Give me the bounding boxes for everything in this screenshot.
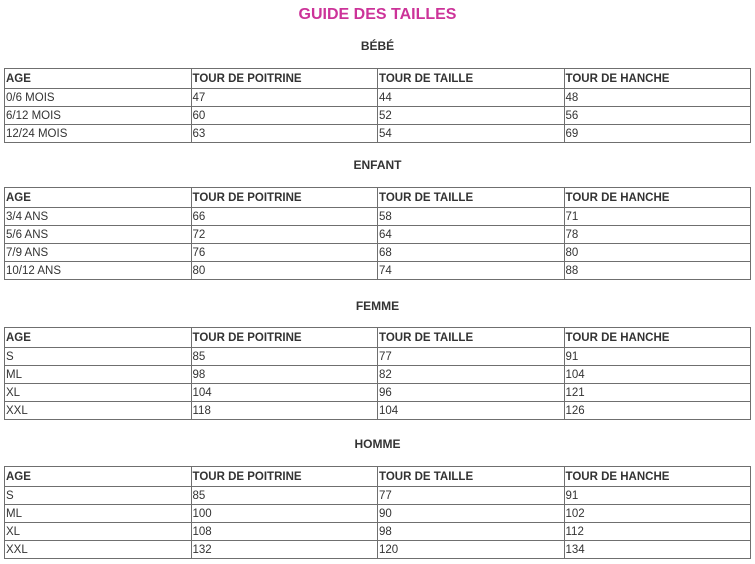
cell-tour-de-hanche: 56 xyxy=(564,107,751,125)
table-header-row xyxy=(5,328,751,348)
header-age: AGE xyxy=(5,69,192,89)
header-tour-de-poitrine: TOUR DE POITRINE xyxy=(191,328,378,348)
table-row xyxy=(5,541,751,559)
cell-tour-de-taille: 90 xyxy=(378,505,565,523)
cell-tour-de-taille: 77 xyxy=(378,348,565,366)
cell-age: 12/24 MOIS xyxy=(5,125,192,143)
section-title-femme: FEMME xyxy=(355,299,400,313)
cell-tour-de-poitrine: 100 xyxy=(191,505,378,523)
table-row xyxy=(5,348,751,366)
table-header-row xyxy=(5,188,751,208)
table-row xyxy=(5,125,751,143)
cell-tour-de-poitrine: 47 xyxy=(191,89,378,107)
cell-tour-de-poitrine: 85 xyxy=(191,348,378,366)
cell-tour-de-poitrine: 85 xyxy=(191,487,378,505)
cell-tour-de-poitrine: 118 xyxy=(191,402,378,420)
cell-tour-de-hanche: 91 xyxy=(564,487,751,505)
cell-age: S xyxy=(5,348,192,366)
cell-tour-de-taille: 64 xyxy=(378,226,565,244)
cell-tour-de-poitrine: 63 xyxy=(191,125,378,143)
table-row xyxy=(5,523,751,541)
cell-age: XL xyxy=(5,384,192,402)
cell-tour-de-taille: 74 xyxy=(378,262,565,280)
cell-age: 5/6 ANS xyxy=(5,226,192,244)
header-tour-de-taille: TOUR DE TAILLE xyxy=(378,467,565,487)
cell-age: 10/12 ANS xyxy=(5,262,192,280)
cell-tour-de-hanche: 102 xyxy=(564,505,751,523)
section-title-homme: HOMME xyxy=(354,437,401,451)
cell-tour-de-poitrine: 72 xyxy=(191,226,378,244)
cell-tour-de-poitrine: 80 xyxy=(191,262,378,280)
cell-tour-de-taille: 44 xyxy=(378,89,565,107)
cell-tour-de-hanche: 126 xyxy=(564,402,751,420)
header-tour-de-poitrine: TOUR DE POITRINE xyxy=(191,467,378,487)
cell-tour-de-taille: 98 xyxy=(378,523,565,541)
cell-tour-de-poitrine: 132 xyxy=(191,541,378,559)
size-table-enfant xyxy=(4,187,751,280)
cell-tour-de-taille: 104 xyxy=(378,402,565,420)
cell-age: 3/4 ANS xyxy=(5,208,192,226)
cell-tour-de-taille: 52 xyxy=(378,107,565,125)
cell-tour-de-hanche: 121 xyxy=(564,384,751,402)
page-title: GUIDE DES TAILLES xyxy=(298,6,457,23)
header-age: AGE xyxy=(5,188,192,208)
header-tour-de-taille: TOUR DE TAILLE xyxy=(378,188,565,208)
header-tour-de-hanche: TOUR DE HANCHE xyxy=(564,69,751,89)
header-age: AGE xyxy=(5,328,192,348)
cell-tour-de-hanche: 71 xyxy=(564,208,751,226)
cell-age: 6/12 MOIS xyxy=(5,107,192,125)
header-tour-de-poitrine: TOUR DE POITRINE xyxy=(191,69,378,89)
table-header-row xyxy=(5,467,751,487)
header-tour-de-hanche: TOUR DE HANCHE xyxy=(564,467,751,487)
cell-tour-de-hanche: 91 xyxy=(564,348,751,366)
header-tour-de-hanche: TOUR DE HANCHE xyxy=(564,188,751,208)
cell-tour-de-poitrine: 104 xyxy=(191,384,378,402)
cell-tour-de-hanche: 88 xyxy=(564,262,751,280)
header-age: AGE xyxy=(5,467,192,487)
size-table-homme xyxy=(4,466,751,559)
cell-tour-de-hanche: 112 xyxy=(564,523,751,541)
cell-tour-de-taille: 120 xyxy=(378,541,565,559)
cell-tour-de-hanche: 78 xyxy=(564,226,751,244)
cell-tour-de-poitrine: 76 xyxy=(191,244,378,262)
cell-tour-de-poitrine: 98 xyxy=(191,366,378,384)
cell-tour-de-taille: 54 xyxy=(378,125,565,143)
cell-age: ML xyxy=(5,505,192,523)
cell-tour-de-poitrine: 60 xyxy=(191,107,378,125)
cell-age: S xyxy=(5,487,192,505)
section-title-bebe: BÉBÉ xyxy=(360,39,395,53)
header-tour-de-poitrine: TOUR DE POITRINE xyxy=(191,188,378,208)
header-tour-de-hanche: TOUR DE HANCHE xyxy=(564,328,751,348)
table-row xyxy=(5,402,751,420)
header-tour-de-taille: TOUR DE TAILLE xyxy=(378,328,565,348)
cell-tour-de-taille: 77 xyxy=(378,487,565,505)
cell-tour-de-poitrine: 66 xyxy=(191,208,378,226)
cell-age: 7/9 ANS xyxy=(5,244,192,262)
table-row xyxy=(5,208,751,226)
cell-tour-de-taille: 68 xyxy=(378,244,565,262)
cell-age: XL xyxy=(5,523,192,541)
cell-age: 0/6 MOIS xyxy=(5,89,192,107)
cell-tour-de-hanche: 104 xyxy=(564,366,751,384)
cell-tour-de-hanche: 48 xyxy=(564,89,751,107)
table-row xyxy=(5,384,751,402)
cell-age: ML xyxy=(5,366,192,384)
cell-age: XXL xyxy=(5,541,192,559)
table-row xyxy=(5,487,751,505)
table-row xyxy=(5,366,751,384)
cell-tour-de-taille: 82 xyxy=(378,366,565,384)
cell-tour-de-hanche: 80 xyxy=(564,244,751,262)
table-row xyxy=(5,89,751,107)
cell-tour-de-poitrine: 108 xyxy=(191,523,378,541)
table-row xyxy=(5,226,751,244)
table-row xyxy=(5,505,751,523)
table-row xyxy=(5,107,751,125)
header-tour-de-taille: TOUR DE TAILLE xyxy=(378,69,565,89)
section-title-enfant: ENFANT xyxy=(353,158,402,172)
table-row xyxy=(5,244,751,262)
size-table-bebe xyxy=(4,68,751,143)
cell-age: XXL xyxy=(5,402,192,420)
cell-tour-de-hanche: 69 xyxy=(564,125,751,143)
size-table-femme xyxy=(4,327,751,420)
cell-tour-de-taille: 58 xyxy=(378,208,565,226)
table-row xyxy=(5,262,751,280)
cell-tour-de-hanche: 134 xyxy=(564,541,751,559)
cell-tour-de-taille: 96 xyxy=(378,384,565,402)
table-header-row xyxy=(5,69,751,89)
